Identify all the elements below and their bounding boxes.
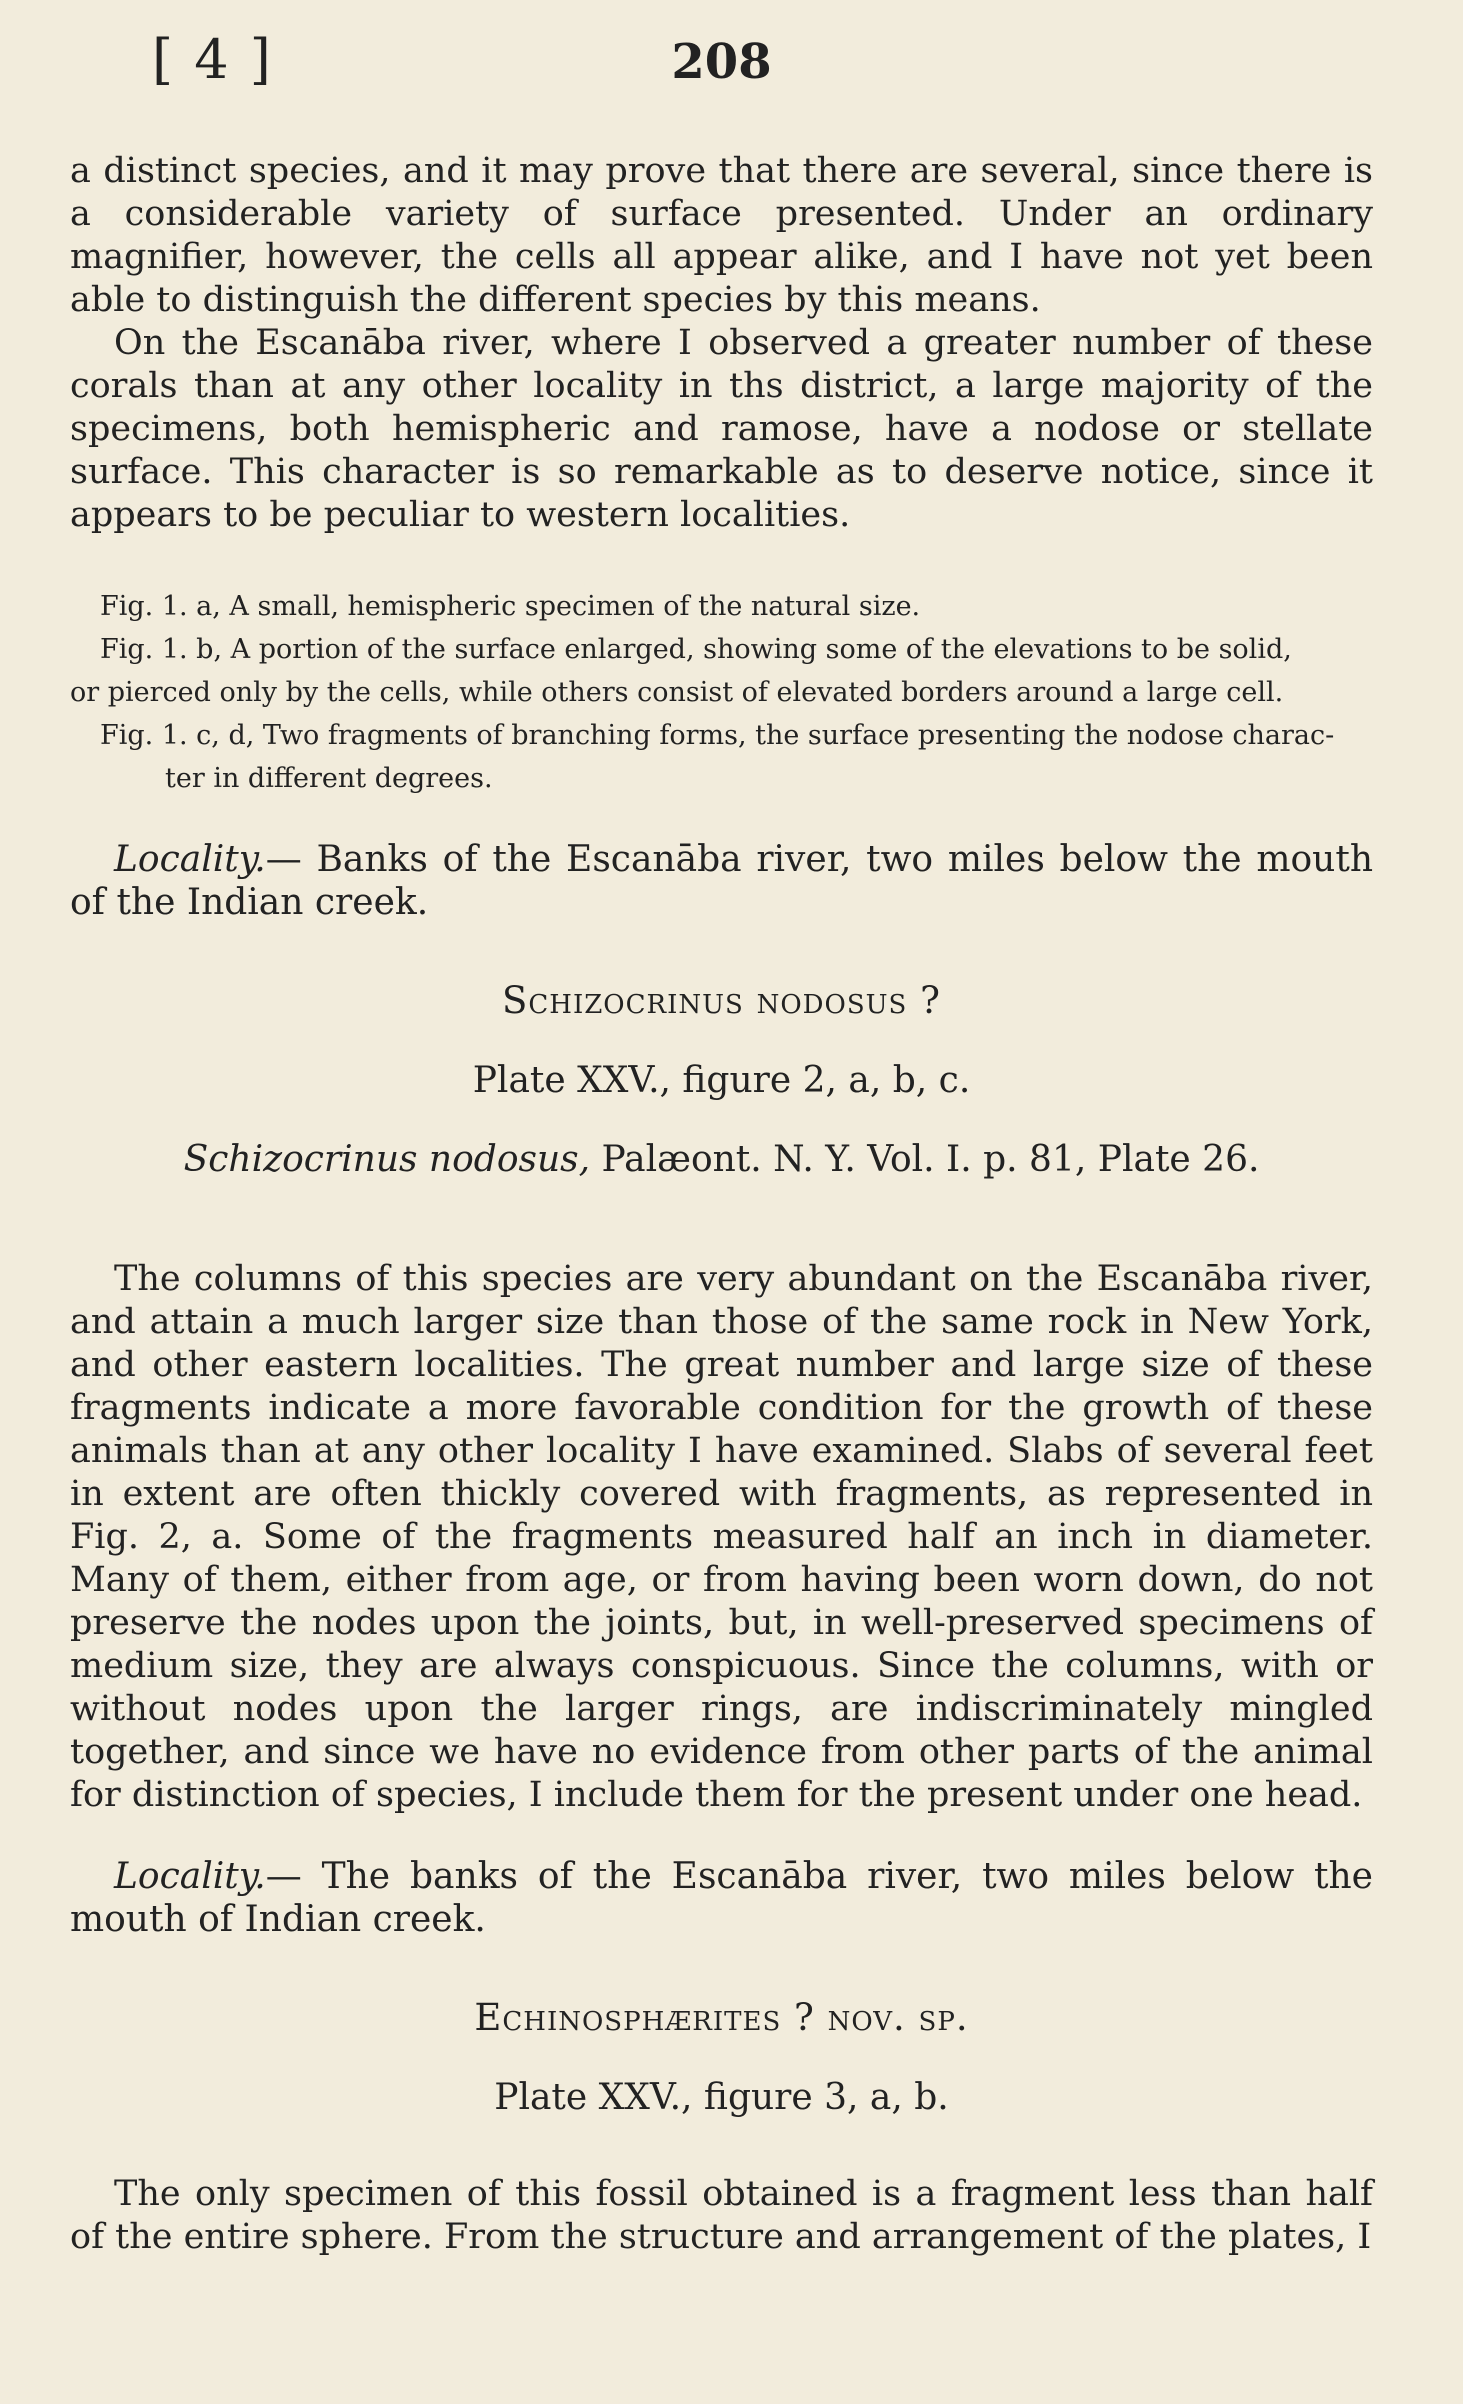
signature-mark: [ 4 ] — [152, 28, 273, 91]
plate-reference-1: Plate XXV., figure 2, a, b, c. — [472, 1060, 971, 1101]
locality-1-text: — Banks of the Escanāba river, two miles below the mouth of the Indian creek. — [70, 839, 1373, 923]
figure-caption-1b-cont: or pierced only by the cells, while others consist of elevated borders around a large cell. — [70, 677, 1284, 708]
locality-2 — [70, 1855, 1373, 1941]
locality-1-label: Locality. — [114, 839, 266, 880]
locality-2-text: — The banks of the Escanāba river, two miles below the mouth of Indian creek. — [70, 1856, 1373, 1940]
plate-reference-2: Plate XXV., figure 3, a, b. — [494, 2077, 949, 2118]
figure-caption-1cd: Fig. 1. c, d, Two fragments of branching forms, the surface presenting the nodose charac- — [100, 720, 1335, 751]
figure-caption-1b: Fig. 1. b, A portion of the surface enlarged, showing some of the elevations to be solid, — [100, 634, 1292, 665]
reference-species-name: Schizocrinus nodosus, — [183, 1139, 591, 1180]
paragraph-echinosphaerites: The only specimen of this fossil obtained is a fragment less than half of the entire sphere. From the structure and arrangement of the plates, I — [70, 2174, 1373, 2257]
page-number: 208 — [671, 34, 772, 90]
reference-source: Palæont. N. Y. Vol. I. p. 81, Plate 26. — [590, 1139, 1260, 1180]
figure-captions — [70, 585, 1373, 800]
section-heading-schizocrinus: Schizocrinus nodosus ? — [502, 979, 941, 1022]
section-heading-echinosphaerites: Echinosphærites ? nov. sp. — [474, 1996, 969, 2039]
paragraph-escanaba: On the Escanāba river, where I observed a greater number of these corals than at any other locality in ths district, a large majority of the specimens, both hemispheric and ramose, have a nodose or stellate surface. This character is so remarkable as to deserve notice, since it appears to be peculiar to western localities. — [70, 323, 1373, 535]
paragraph-intro: a distinct species, and it may prove that there are several, since there is a considerable variety of surface presented. Under an ordinary magnifier, however, the cells all appear alike, and I have not yet been able to distinguish the different species by this means. — [70, 151, 1373, 320]
paragraph-schizocrinus: The columns of this species are very abundant on the Escanāba river, and attain a much larger size than those of the same rock in New York, and other eastern localities. The great number and large size of these fragments indicate a more favorable condition for the growth of these animals than at any other locality I have examined. Slabs of several feet in extent are often thickly covered with fragments, as represented in Fig. 2, a. Some of the fragments measured half an inch in diameter. Many of them, either from age, or from having been worn down, do not preserve the nodes upon the joints, but, in well-preserved specimens of medium size, they are always conspicuous. Since the columns, with or without nodes upon the larger rings, are indiscriminately mingled together, and since we have no evidence from other parts of the animal for distinction of species, I include them for the present under one head. — [70, 1259, 1373, 1815]
bibliographic-reference-1 — [70, 1139, 1373, 1180]
page-header — [70, 0, 1373, 150]
figure-caption-1cd-cont: ter in different degrees. — [165, 763, 493, 794]
locality-2-label: Locality. — [114, 1856, 266, 1897]
locality-1 — [70, 838, 1373, 924]
figure-caption-1a: Fig. 1. a, A small, hemispheric specimen of the natural size. — [100, 591, 921, 622]
